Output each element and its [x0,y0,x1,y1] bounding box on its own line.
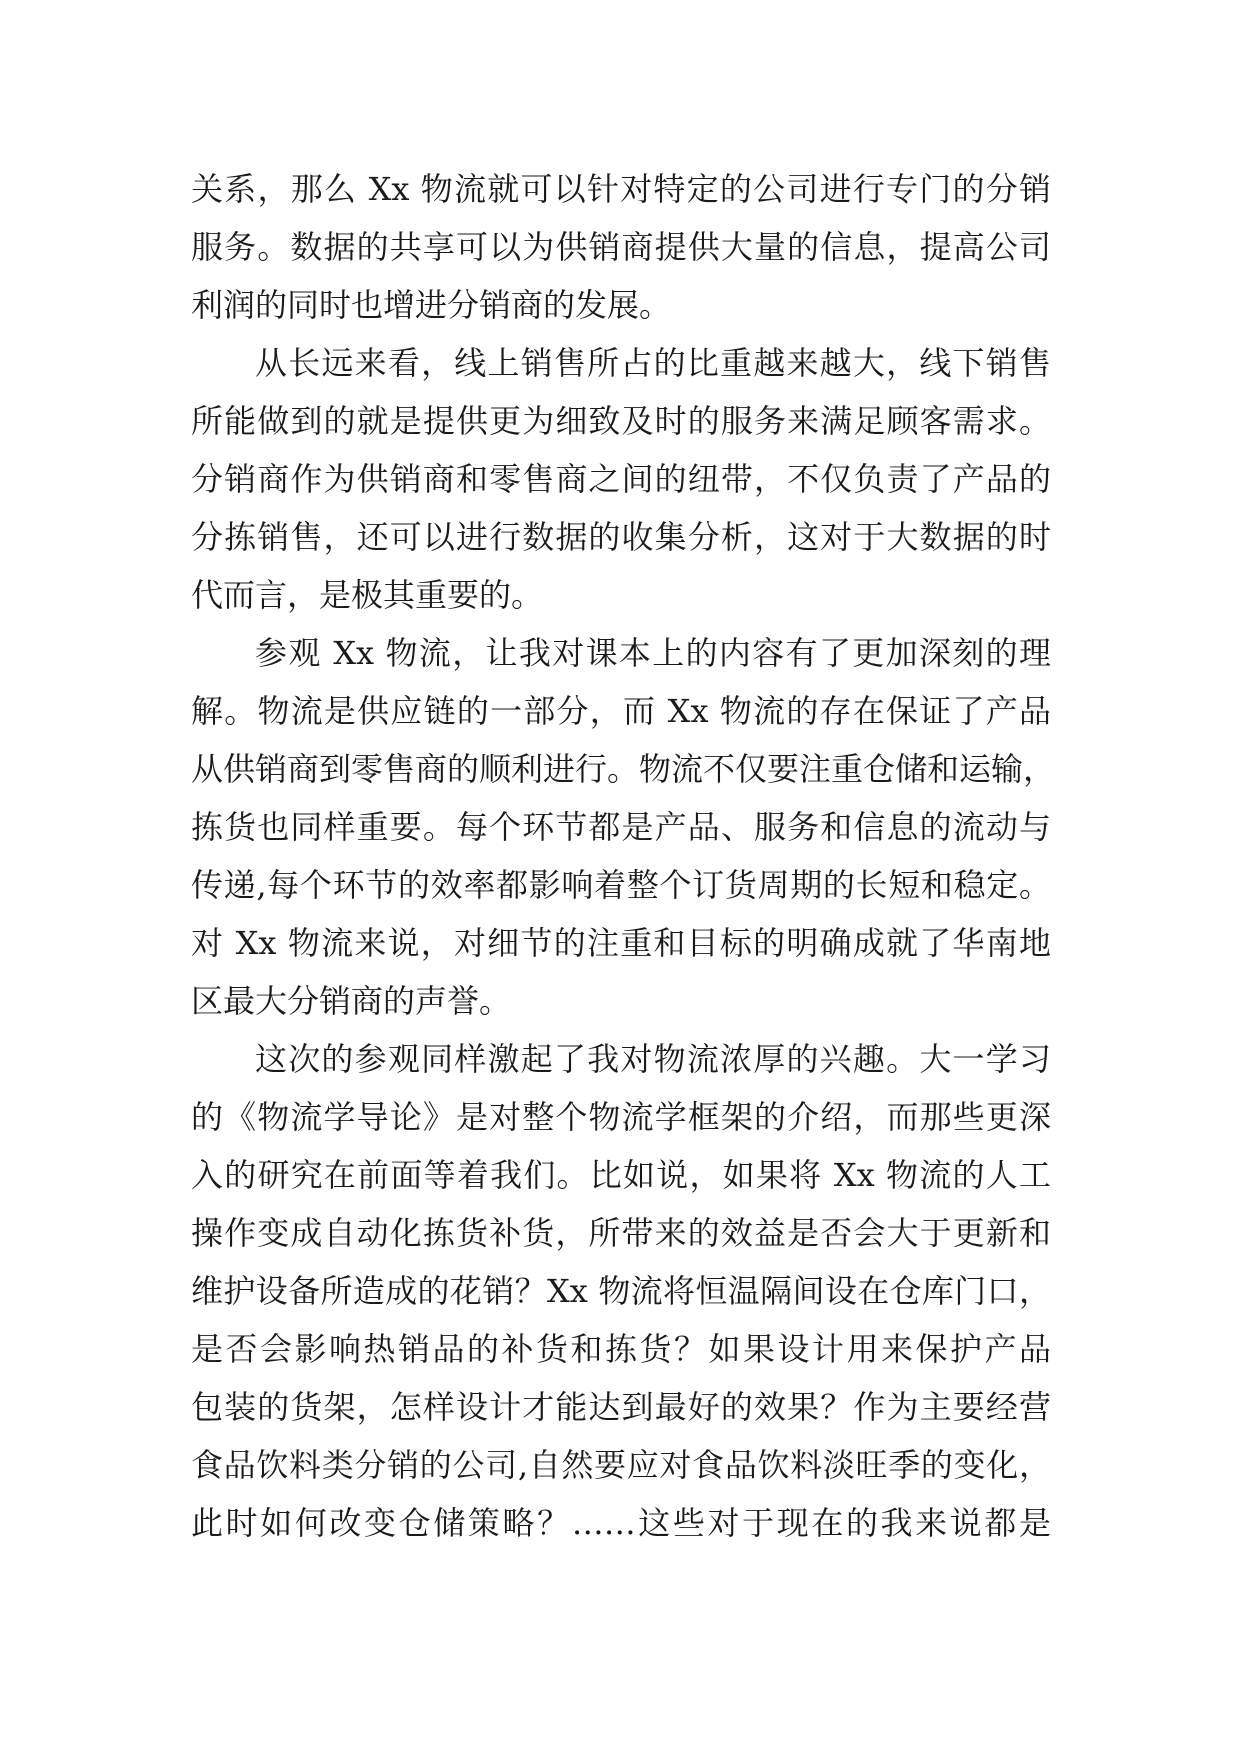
text-line: 从供销商到零售商的顺利进行。物流不仅要注重仓储和运输， [191,750,1056,788]
text-line: 分销商作为供销商和零售商之间的纽带，不仅负责了产品的 [191,460,1051,498]
text-line: 的《物流学导论》是对整个物流学框架的介绍，而那些更深 [191,1098,1051,1136]
text-line: 从长远来看，线上销售所占的比重越来越大，线下销售 [255,344,1051,382]
text-line: 参观 Xx 物流，让我对课本上的内容有了更加深刻的理 [255,634,1051,672]
text-line: 入的研究在前面等着我们。比如说，如果将 Xx 物流的人工 [191,1156,1051,1194]
text-line: 利润的同时也增进分销商的发展。 [191,286,672,324]
text-line: 是否会影响热销品的补货和拣货？如果设计用来保护产品 [191,1330,1051,1368]
text-line: 代而言，是极其重要的。 [191,576,544,614]
text-line: 维护设备所造成的花销？Xx 物流将恒温隔间设在仓库门口， [191,1272,1051,1310]
text-line: 所能做到的就是提供更为细致及时的服务来满足顾客需求。 [191,402,1051,440]
text-line: 服务。数据的共享可以为供销商提供大量的信息，提高公司 [191,228,1051,266]
text-line: 这次的参观同样激起了我对物流浓厚的兴趣。大一学习 [255,1040,1051,1078]
body-text [191,160,1056,1552]
text-line: 区最大分销商的声誉。 [191,982,512,1020]
text-line: 包装的货架，怎样设计才能达到最好的效果？作为主要经营 [191,1388,1051,1426]
text-line: 操作变成自动化拣货补货，所带来的效益是否会大于更新和 [191,1214,1051,1252]
text-line: 此时如何改变仓储策略？……这些对于现在的我来说都是 [191,1504,1051,1542]
text-line: 拣货也同样重要。每个环节都是产品、服务和信息的流动与 [191,808,1051,846]
text-line: 解。物流是供应链的一部分，而 Xx 物流的存在保证了产品 [191,692,1051,730]
text-line: 对 Xx 物流来说，对细节的注重和目标的明确成就了华南地 [191,924,1051,962]
text-line: 关系，那么 Xx 物流就可以针对特定的公司进行专门的分销 [191,170,1051,208]
text-line: 传递,每个环节的效率都影响着整个订货周期的长短和稳定。 [191,866,1051,904]
text-line: 食品饮料类分销的公司,自然要应对食品饮料淡旺季的变化， [191,1446,1051,1484]
text-line: 分拣销售，还可以进行数据的收集分析，这对于大数据的时 [191,518,1051,556]
